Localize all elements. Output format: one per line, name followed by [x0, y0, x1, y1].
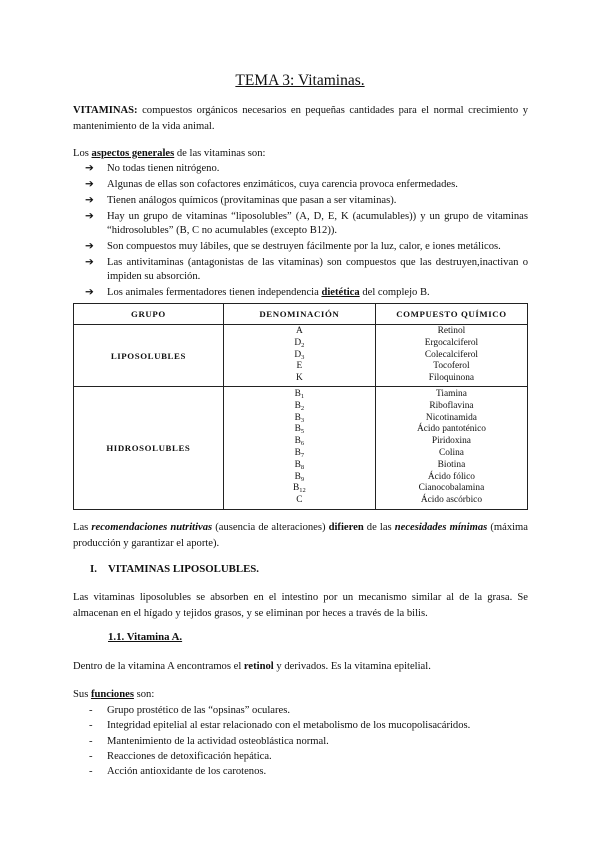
functions-lead: [73, 687, 528, 703]
compound-name: Tocoferol: [433, 361, 470, 372]
vitamin-subscript: 5: [300, 428, 305, 436]
general-lead: [73, 146, 528, 162]
compound-name: Biotina: [437, 459, 466, 470]
list-item-text: Algunas de ellas son cofactores enzimáticos, cuya carencia provoca enfermedades.: [107, 179, 458, 190]
compound-name: Riboflavina: [429, 400, 474, 411]
compound-name: Filoquinona: [428, 373, 475, 384]
recs-bold-3: necesidades mínimas: [394, 522, 488, 533]
vitamin-name: $B_5$: [294, 424, 305, 436]
functions-lead-after: son:: [133, 689, 155, 700]
list-item: [73, 210, 528, 238]
vita-text-2: y derivados. Es la vitamina epitelial.: [273, 661, 431, 672]
vitamin-subscript: 1: [300, 393, 305, 401]
header-grupo: GRUPO: [74, 304, 224, 325]
retinol-bold: retinol: [243, 661, 274, 672]
arrow-icon: ➔: [85, 163, 94, 174]
lipo-names: [223, 325, 375, 387]
list-item-text: Mantenimiento de la actividad osteoblástica normal.: [107, 735, 329, 747]
vitamin-subscript: 9: [300, 475, 305, 483]
vitamin-subscript: 6: [300, 440, 305, 448]
list-item: [73, 194, 528, 208]
recs-text-2: (ausencia de alteraciones): [212, 522, 329, 533]
list-item: [73, 749, 528, 764]
table-row-liposolubles: [74, 325, 528, 387]
list-item: [73, 178, 528, 192]
vitamin-name: $B_1$: [294, 389, 305, 401]
vitamin-name: $D_3$: [294, 349, 305, 361]
header-denominacion: DENOMINACIÓN: [223, 304, 375, 325]
list-item-text: Acción antioxidante de los carotenos.: [107, 766, 267, 778]
vitamin-name: $B_6$: [294, 436, 305, 448]
recs-bold-1: recomendaciones nutritivas: [91, 522, 213, 533]
vitamin-subscript: 7: [300, 452, 305, 459]
section-title: VITAMINAS LIPOSOLUBLES.: [108, 563, 259, 575]
vitamin-subscript: 2: [300, 404, 305, 412]
compound-name: Ácido ascórbico: [420, 495, 483, 506]
vitamin-name: $B_7$: [294, 448, 305, 459]
list-item-text: Tienen análogos químicos (provitaminas que pasan a ser vitaminas).: [107, 195, 397, 206]
functions-lead-bold: funciones: [90, 689, 134, 700]
dash-marker: -: [89, 750, 93, 762]
compound-name: Cianocobalamina: [418, 483, 485, 494]
arrow-icon: ➔: [85, 241, 94, 252]
dash-marker: -: [89, 720, 93, 732]
compound-name: Nicotinamida: [425, 412, 477, 423]
section-heading-1: [90, 563, 259, 575]
dietetica-bold: dietética: [321, 287, 360, 298]
dash-marker: -: [89, 705, 93, 716]
vitamin-name: A: [295, 326, 303, 336]
vitamin-name: $B_2$: [294, 400, 305, 412]
list-item: [73, 764, 528, 779]
section-heading-1-1: 1.1. Vitamina A.: [108, 631, 183, 643]
list-item: [73, 162, 528, 176]
functions-lead-text: Sus: [73, 689, 91, 700]
vitamin-name: $B_3$: [294, 412, 305, 424]
vitamin-subscript: 3: [301, 353, 305, 361]
list-item: [73, 256, 528, 284]
list-item-text: No todas tienen nitrógeno.: [107, 163, 220, 174]
compound-name: Piridoxina: [431, 436, 471, 447]
table-row-hidrosolubles: [74, 387, 528, 510]
general-lead-text: Los: [73, 148, 92, 159]
arrow-icon: ➔: [85, 211, 94, 222]
hidro-names: [223, 387, 375, 510]
list-item-text: Los animales fermentadores tienen independencia: [107, 287, 322, 298]
vitamin-a-paragraph: [73, 659, 528, 675]
intro-paragraph: [73, 103, 528, 135]
general-lead-bold: aspectos generales: [91, 148, 175, 159]
list-item-text: Grupo prostético de las “opsinas” oculares.: [107, 705, 290, 716]
vitamin-name: K: [295, 373, 303, 384]
table-header-row: [74, 304, 528, 325]
list-item-text: Integridad epitelial al estar relacionado con el metabolismo de los mucopolisacáridos.: [107, 720, 471, 732]
list-item-text: Las antivitaminas (antagonistas de las vitaminas) son compuestos que las destruyen,inactivan o impiden su absorción.: [107, 257, 528, 282]
vitamin-name: E: [296, 361, 303, 372]
list-item: [73, 703, 528, 718]
vitamin-subscript: 2: [301, 341, 305, 349]
arrow-icon: ➔: [85, 195, 94, 206]
section-number: I.: [90, 563, 97, 575]
vitamin-name: $B_9$: [294, 471, 305, 483]
intro-text: compuestos orgánicos necesarios en pequeñas cantidades para el normal crecimiento y mantenimiento de la vida animal.: [73, 105, 528, 132]
vitamin-name: $D_2$: [294, 337, 305, 349]
vitamin-name: C: [296, 495, 303, 506]
list-item-text: Hay un grupo de vitaminas “liposolubles” (A, D, E, K (acumulables)) y un grupo de vitaminas “hidrosolubles” (B, C no acumulables (excepto B12)).: [107, 211, 528, 236]
general-aspects-list: [73, 162, 528, 300]
compound-name: Retinol: [437, 326, 466, 336]
recs-text-4: (máxima producción y garantizar el aporte).: [73, 522, 528, 549]
arrow-icon: ➔: [85, 179, 94, 190]
list-item-text: Son compuestos muy lábiles, que se destruyen fácilmente por la luz, calor, e iones metálicos.: [107, 241, 501, 252]
intro-term: VITAMINAS:: [73, 105, 138, 116]
vitamin-name: $B_8$: [294, 459, 305, 471]
header-compuesto: COMPUESTO QUÍMICO: [375, 304, 527, 325]
compound-name: Ergocalciferol: [424, 337, 479, 348]
vitamins-table: [73, 303, 528, 510]
arrow-icon: ➔: [85, 287, 94, 298]
compound-name: Tiamina: [435, 389, 467, 400]
group-liposolubles: LIPOSOLUBLES: [74, 325, 224, 387]
vita-text-1: Dentro de la vitamina A encontramos el: [73, 661, 244, 672]
recommendations-paragraph: [73, 520, 528, 552]
general-lead-after: de las vitaminas son:: [174, 148, 266, 159]
recs-bold-2: difieren: [328, 522, 364, 533]
arrow-icon: ➔: [85, 257, 94, 268]
list-item: [73, 240, 528, 254]
section1-paragraph: Las vitaminas liposolubles se absorben en el intestino por un mecanismo similar al de la grasa. Se almacenan en el hígado y tejidos grasos, y se eliminan por heces a través de la bilis.: [73, 592, 528, 619]
compound-name: Colina: [438, 448, 464, 458]
dash-marker: -: [89, 735, 93, 747]
list-item-text-end: del complejo B.: [359, 287, 430, 298]
compound-name: Colecalciferol: [424, 349, 478, 360]
recs-text-1: Las: [73, 522, 92, 533]
vitamin-subscript: 3: [300, 416, 305, 424]
vitamin-subscript: 12: [299, 487, 306, 495]
hidro-compounds: [375, 387, 527, 510]
list-item: [73, 286, 528, 300]
functions-list: [73, 703, 528, 779]
list-item: [73, 718, 528, 733]
list-item-text: Reacciones de detoxificación hepática.: [107, 750, 272, 762]
list-item: [73, 734, 528, 749]
group-hidrosolubles: HIDROSOLUBLES: [74, 387, 224, 510]
lipo-compounds: [375, 325, 527, 387]
vitamin-subscript: 8: [300, 463, 305, 471]
compound-name: Ácido pantoténico: [416, 424, 486, 435]
compound-name: Ácido fólico: [427, 471, 475, 482]
dash-marker: -: [89, 766, 93, 778]
recs-text-3: de las: [363, 522, 395, 533]
vitamin-name: $B_{12}$: [292, 483, 306, 495]
page-title: TEMA 3: Vitaminas.: [235, 72, 365, 89]
